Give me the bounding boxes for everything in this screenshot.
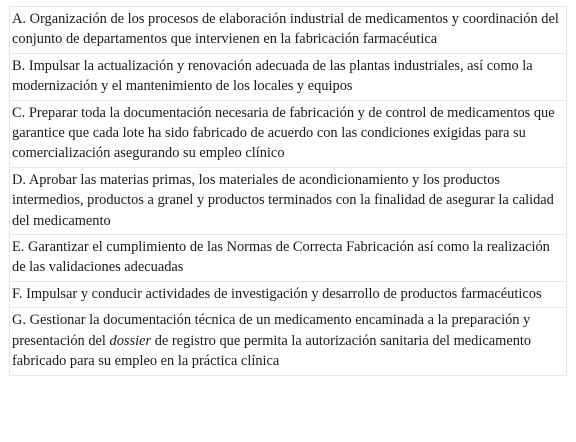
option-f-letter: F.	[12, 285, 23, 302]
option-d-text: Aprobar las materias primas, los materiales de acondicionamiento y los productos intermedios, productos a granel y productos terminados con la finalidad de asegurar la calidad del medicamento	[12, 171, 554, 229]
option-d	[9, 167, 567, 235]
option-b	[9, 53, 567, 101]
option-b-letter: B.	[12, 57, 26, 74]
option-c-letter: C.	[12, 104, 26, 121]
option-e-text: Garantizar el cumplimiento de las Normas de Correcta Fabricación así como la realización de las validaciones adecuadas	[12, 239, 550, 276]
option-c-text: Preparar toda la documentación necesaria de fabricación y de control de medicamentos que garantice que cada lote ha sido fabricado de acuerdo con las condiciones exigidas para su comercialización asegurando su empleo clínico	[12, 104, 555, 162]
option-g-text-after: de registro que permita la autorización sanitaria del medicamento fabricado para su empleo en la práctica clínica	[12, 332, 532, 370]
option-f-text: Impulsar y conducir actividades de investigación y desarrollo de productos farmacéuticos	[26, 285, 542, 302]
option-a-letter: A.	[12, 11, 26, 27]
option-g-text-italic: dossier	[109, 332, 152, 349]
option-e	[9, 234, 567, 282]
option-d-letter: D.	[12, 171, 26, 188]
option-c	[9, 100, 567, 168]
option-g-letter: G.	[12, 312, 26, 329]
option-a-text: Organización de los procesos de elaboración industrial de medicamentos y coordinación del conjunto de departamentos que intervienen en la fabricación farmacéutica	[12, 11, 559, 48]
option-e-letter: E.	[12, 239, 25, 256]
option-b-text: Impulsar la actualización y renovación adecuada de las plantas industriales, así como la modernización y el mantenimiento de los locales y equipos	[12, 57, 533, 95]
option-f	[9, 281, 567, 308]
option-a	[9, 6, 567, 54]
options-list	[9, 6, 567, 376]
option-g-text-before: Gestionar la documentación técnica de un medicamento encaminada a la preparación y presentación del	[12, 312, 531, 349]
option-g	[9, 307, 567, 375]
